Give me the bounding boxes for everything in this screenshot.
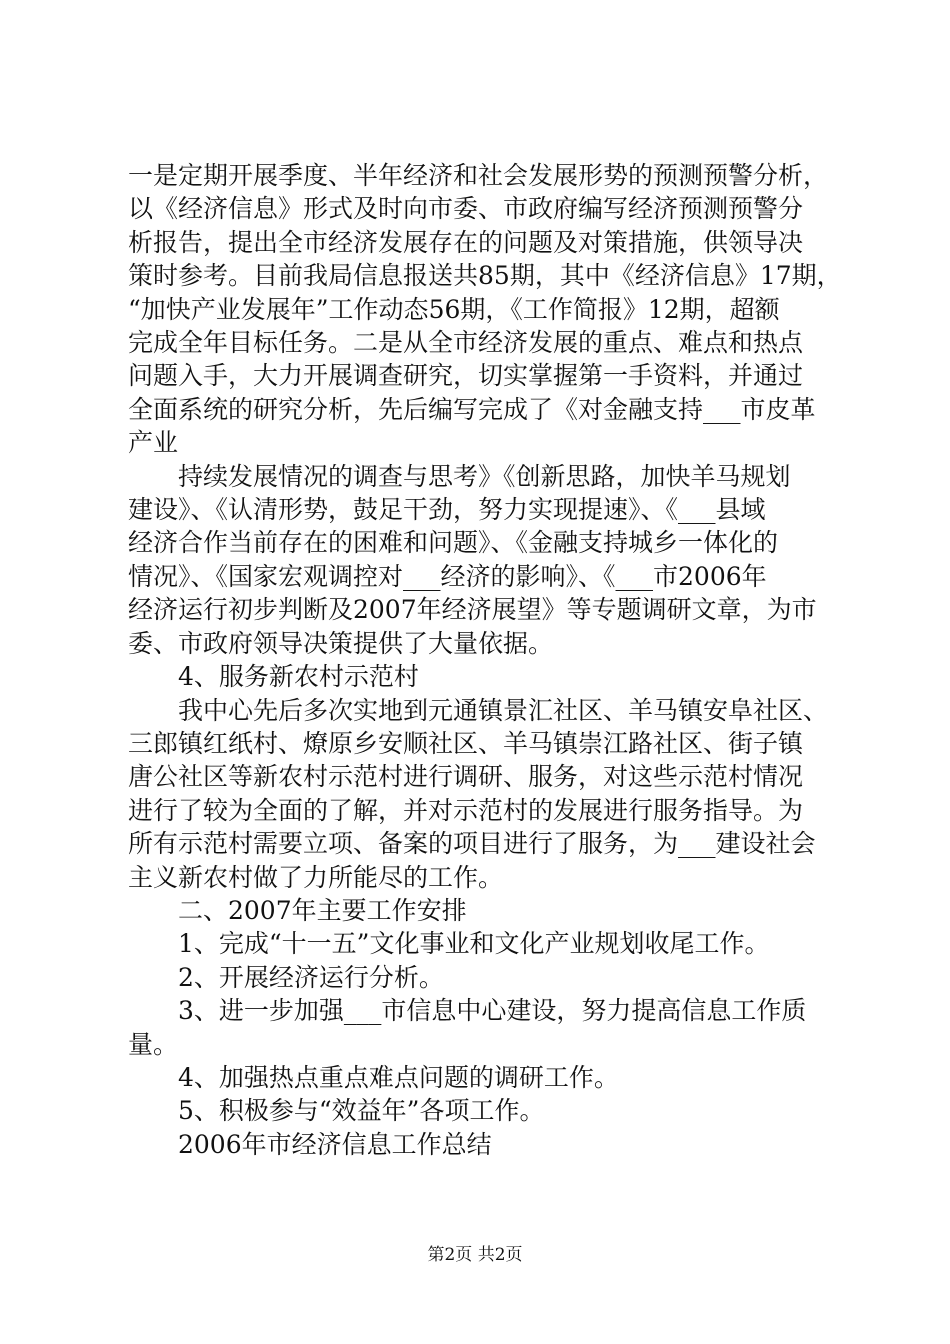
text-line: 析报告，提出全市经济发展存在的问题及对策措施，供领导决 (128, 227, 804, 257)
text-line: 情况》、《国家宏观调控对___经济的影响》、《___市2006年 (128, 561, 767, 591)
text-line: 经济合作当前存在的困难和问题》、《金融支持城乡一体化的 (128, 528, 779, 558)
text-line: 完成全年目标任务。二是从全市经济发展的重点、难点和热点 (128, 328, 804, 358)
text-line: 进行了较为全面的了解，并对示范村的发展进行服务指导。为 (128, 795, 804, 825)
list-item: 2、开展经济运行分析。 (178, 962, 444, 992)
text-line: 委、市政府领导决策提供了大量依据。 (128, 628, 554, 658)
text-line: 所有示范村需要立项、备案的项目进行了服务，为___建设社会 (128, 829, 816, 859)
text-line: 经济运行初步判断及2007年经济展望》等专题调研文章，为市 (128, 595, 817, 625)
text-line: 唐公社区等新农村示范村进行调研、服务，对这些示范村情况 (128, 762, 804, 792)
list-item: 4、加强热点重点难点问题的调研工作。 (178, 1062, 619, 1092)
section-heading: 二、2007年主要工作安排 (178, 895, 467, 925)
text-line: 问题入手，大力开展调查研究，切实掌握第一手资料，并通过 (128, 361, 804, 391)
text-line: 主义新农村做了力所能尽的工作。 (128, 862, 504, 892)
list-item: 1、完成“十一五”文化事业和文化产业规划收尾工作。 (178, 929, 770, 959)
section-heading: 4、服务新农村示范村 (178, 662, 419, 692)
text-line: 策时参考。目前我局信息报送共85期，其中《经济信息》17期， (128, 261, 842, 291)
text-line: 全面系统的研究分析，先后编写完成了《对金融支持___市皮革 (128, 394, 816, 424)
document-body (128, 159, 858, 1161)
list-item: 3、进一步加强___市信息中心建设，努力提高信息工作质 (178, 996, 807, 1026)
text-line: 量。 (128, 1029, 179, 1059)
page-footer: 第2页 共2页 (427, 1245, 523, 1265)
text-line: 三郎镇红纸村、燎原乡安顺社区、羊马镇崇江路社区、街子镇 (128, 728, 804, 758)
document-title-line: 2006年市经济信息工作总结 (178, 1129, 492, 1159)
text-line: 以《经济信息》形式及时向市委、市政府编写经济预测预警分 (128, 194, 804, 224)
text-line: 一是定期开展季度、半年经济和社会发展形势的预测预警分析， (128, 161, 829, 190)
list-item: 5、积极参与“效益年”各项工作。 (178, 1096, 545, 1126)
text-line: 持续发展情况的调查与思考》《创新思路，加快羊马规划 (178, 461, 791, 491)
text-line: 建设》、《认清形势，鼓足干劲，努力实现提速》、《___县域 (128, 495, 766, 525)
text-line: “加快产业发展年”工作动态56期，《工作简报》12期，超额 (128, 294, 780, 324)
text-line: 我中心先后多次实地到元通镇景汇社区、羊马镇安阜社区、 (178, 695, 829, 725)
text-line: 产业 (128, 428, 179, 458)
